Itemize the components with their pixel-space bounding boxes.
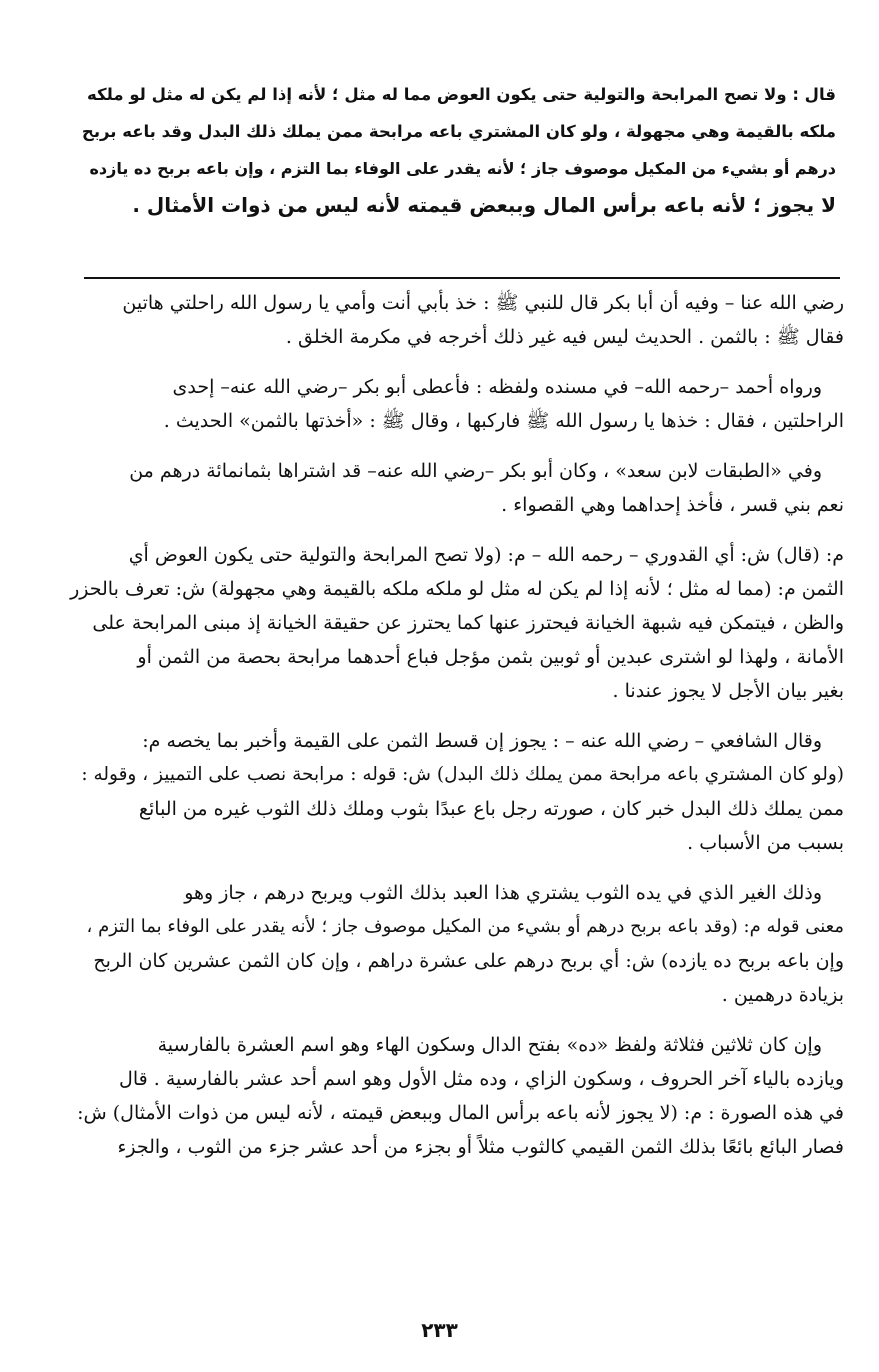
commentary-line: ويازده بالياء آخر الحروف ، وسكون الزاي ، وده مثل الأول وهو اسم أحد عشر بالفارسية . قال: [119, 1068, 844, 1090]
commentary-line: م: (قال) ش: أي القدوري – رحمه الله – م: (ولا تصح المرابحة والتولية حتى يكون العوض أي: [128, 544, 844, 566]
commentary-line: وقال الشافعي – رضي الله عنه – : يجوز إن قسط الثمن على القيمة وأخبر بما يخصه م:: [142, 730, 822, 752]
commentary-line: رضي الله عنا – وفيه أن أبا بكر قال للنبي ﷺ : خذ بأبي أنت وأمي يا رسول الله راحلتي هاتين: [122, 292, 844, 314]
main-text-line: قال : ولا تصح المرابحة والتولية حتى يكون العوض مما له مثل ؛ لأنه إذا لم يكن له مثل لو ملكه: [87, 85, 836, 104]
commentary-line: بزيادة درهمين .: [721, 984, 844, 1006]
footnote-separator-rule: [84, 277, 840, 279]
page-number: ٢٣٣: [421, 1318, 458, 1342]
commentary-line: بغير بيان الأجل لا يجوز عندنا .: [612, 680, 844, 702]
commentary-paragraph: [68, 286, 844, 354]
main-text-block: [76, 76, 836, 224]
commentary-paragraph: [68, 370, 844, 438]
commentary-line: (ولو كان المشتري باعه مرابحة ممن يملك ذلك البدل) ش: قوله : مرابحة نصب على التمييز ، وقوله :: [81, 764, 844, 785]
commentary-line: نعم بني قسر ، فأخذ إحداهما وهي القصواء .: [501, 494, 844, 516]
commentary-line: فقال ﷺ : بالثمن . الحديث ليس فيه غير ذلك أخرجه في مكرمة الخلق .: [285, 326, 844, 348]
commentary-paragraph: [68, 724, 844, 860]
commentary-block: [68, 286, 844, 1180]
commentary-line: وإن باعه بربح ده يازده) ش: أي بربح درهم على عشرة دراهم ، وإن كان الثمن عشرين كان الربح: [93, 950, 844, 972]
commentary-line: وفي «الطبقات لابن سعد» ، وكان أبو بكر –رضي الله عنه– قد اشتراها بثمانمائة درهم من: [129, 460, 822, 482]
commentary-line: الراحلتين ، فقال : خذها يا رسول الله ﷺ فاركبها ، وقال ﷺ : «أخذتها بالثمن» الحديث .: [163, 410, 844, 432]
main-text-line: درهم أو بشيء من المكيل موصوف جاز ؛ لأنه يقدر على الوفاء بما التزم ، وإن باعه بربح ده يازده: [89, 159, 836, 178]
commentary-line: بسبب من الأسباب .: [687, 832, 844, 854]
commentary-paragraph: [68, 876, 844, 1012]
main-text-line: لا يجوز ؛ لأنه باعه برأس المال وببعض قيمته لأنه ليس من ذوات الأمثال .: [132, 193, 836, 217]
main-text-line: ملكه بالقيمة وهي مجهولة ، ولو كان المشتري باعه مرابحة ممن يملك ذلك البدل وقد باعه بربح: [81, 122, 836, 141]
commentary-line: في هذه الصورة : م: (لا يجوز لأنه باعه برأس المال وببعض قيمته ، لأنه ليس من ذوات الأمثال) ش:: [77, 1102, 844, 1124]
commentary-line: معنى قوله م: (وقد باعه بربح درهم أو بشيء من المكيل موصوف جاز ؛ لأنه يقدر على الوفاء بما التزم ،: [86, 916, 844, 937]
commentary-paragraph: [68, 1028, 844, 1164]
commentary-line: والظن ، فيتمكن فيه شبهة الخيانة فيحترز عنها كما يحترز عن حقيقة الخيانة إذ مبنى المرابحة على: [92, 612, 844, 634]
commentary-paragraph: [68, 538, 844, 708]
commentary-line: فصار البائع بائعًا بذلك الثمن القيمي كالثوب مثلاً أو بجزء من أحد عشر جزء من الثوب ، والجزء: [117, 1136, 844, 1158]
commentary-line: وإن كان ثلاثين فثلاثة ولفظ «ده» بفتح الدال وسكون الهاء وهو اسم العشرة بالفارسية: [157, 1034, 822, 1056]
commentary-line: ورواه أحمد –رحمه الله– في مسنده ولفظه : فأعطى أبو بكر –رضي الله عنه– إحدى: [172, 376, 822, 398]
commentary-line: ممن يملك ذلك البدل خبر كان ، صورته رجل باع عبدًا بثوب وملك ذلك الثوب غيره من البائع: [138, 798, 844, 820]
commentary-line: الثمن م: (مما له مثل ؛ لأنه إذا لم يكن له مثل لو ملكه ملكه بالقيمة وهي مجهولة) ش: تعرف بالحزر: [70, 578, 844, 600]
commentary-line: وذلك الغير الذي في يده الثوب يشتري هذا العبد بذلك الثوب ويربح درهم ، جاز وهو: [184, 882, 822, 904]
commentary-paragraph: [68, 454, 844, 522]
commentary-line: الأمانة ، ولهذا لو اشترى عبدين أو ثوبين بثمن مؤجل فباع أحدهما مرابحة بحصة من الثمن أو: [137, 646, 844, 668]
